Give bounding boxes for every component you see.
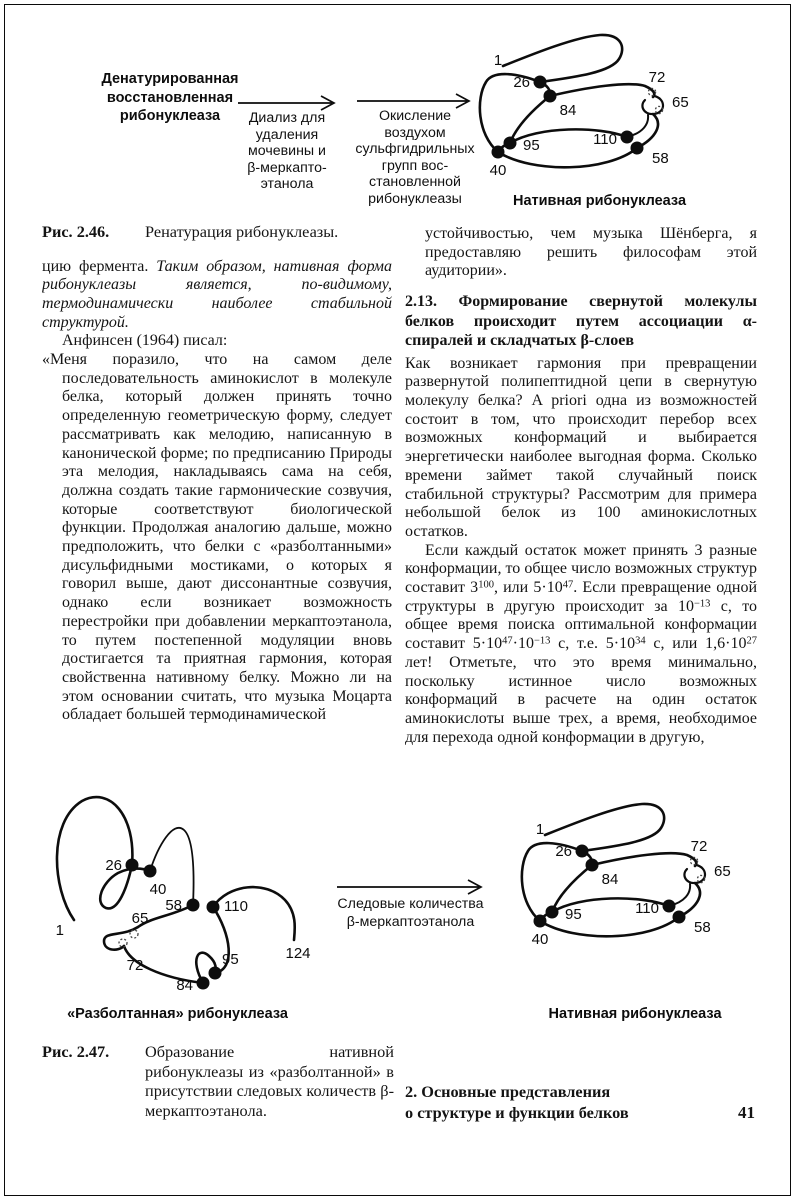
paragraph: Как возникает гармония при превращении развернутой полипептидной цепи в свернутую молекулу белка? A priori одна из возможностей состоит в том, что происходит перебор всех возможных конформаций и выбирается энергетически наиболее выгодная форма. Сколько времени займет такой случайный поиск стабильной структуры? Рассмотрим для примера небольшой белок из 100 аминокислотных остатков. (405, 354, 757, 540)
paragraph (42, 258, 392, 333)
residue-labels (490, 52, 689, 179)
residue-label: 84 (559, 102, 577, 119)
running-footer (405, 1082, 755, 1123)
arrow-2-caption (347, 108, 483, 208)
residue-label: 1 (535, 821, 545, 838)
text-line: β-меркаптоэтанола (346, 913, 475, 930)
reaction-arrow-3-icon (335, 876, 485, 898)
residue-label: 40 (489, 162, 507, 179)
text-line: сульфгидрильных (355, 141, 475, 158)
text-line: о структуре и функции белков (405, 1102, 629, 1122)
residue-label: 1 (55, 922, 64, 939)
scrambled-ribonuclease-caption: «Разболтанная» рибонуклеаза (67, 1006, 288, 1022)
text-line: групп вос- (381, 157, 449, 174)
native-ribonuclease-caption-bottom: Нативная рибонуклеаза (548, 1006, 722, 1022)
quote-paragraph: «Меня поразило, что на самом деле последовательность аминокислот в молекуле белка, который должен принять точно определенную геометрическую форму, следует рассматривать как мелодию, написанную в канонической форме; по предписанию Природы эта мелодия, накладываясь сама на себя, должна создать такие гармонические созвучия, которые соответствуют биологической функции. Продолжая аналогию дальше, можно предположить, что белки с «разболтанными» дисульфидными мостиками, о которых я говорил выше, дают диссонантные созвучия, однако если возникает возможность перестройки при добавлении меркаптоэтанола, то путем постепенной модуляции вновь достигается та приятная гармония, которая свойственна нативному белку. Можно ли на этом основании считать, что музыка Моцарта обладает большей термодинамической (42, 351, 392, 724)
native-ribonuclease-caption-top: Нативная рибонуклеаза (512, 193, 687, 209)
residue-label: 110 (593, 131, 617, 148)
residue-label: 58 (694, 919, 711, 936)
arrow-3-caption (328, 896, 493, 931)
text-run: . Если превращение одной структуры в другую происходит за 10 (405, 579, 757, 615)
text-run: с, т.е. 5·10 (550, 635, 636, 653)
text-line: становленной (369, 174, 461, 191)
superscript: 27 (746, 635, 757, 647)
figure-caption-text: Ренатурация рибонуклеазы. (145, 222, 339, 241)
protein-chain-path (57, 797, 295, 983)
paragraph: Анфинсен (1964) писал: (62, 332, 228, 350)
text-line: рибонуклеазы (368, 190, 462, 207)
text-run: цию фермента. (42, 257, 157, 275)
residue-label: 95 (222, 951, 239, 968)
right-column (405, 225, 757, 788)
superscript: 100 (478, 579, 494, 591)
residue-label: 95 (523, 137, 540, 154)
text-run: ·10 (512, 635, 534, 653)
residue-label: 58 (652, 150, 669, 167)
text-line: Окисление (378, 108, 452, 124)
residue-label: 110 (224, 898, 248, 915)
superscript: −13 (694, 598, 711, 610)
scrambled-ribonuclease-diagram (30, 788, 360, 1003)
residue-label: 26 (555, 843, 572, 860)
denatured-ribonuclease-label (95, 70, 245, 126)
text-line: β-меркапто- (247, 159, 327, 176)
residue-label: 95 (565, 906, 582, 923)
text-line: мочевины и (248, 143, 326, 160)
text-line: рибонуклеаза (119, 108, 221, 124)
residue-label: 58 (165, 897, 182, 914)
figure-number: Рис. 2.46. (42, 222, 110, 241)
text-run: с, или 1,6·10 (645, 635, 747, 653)
residue-label: 124 (285, 945, 311, 962)
residue-label: 84 (601, 871, 619, 888)
arrow-1-caption (230, 110, 344, 193)
text-line: Денатурированная (101, 71, 239, 87)
native-ribonuclease-diagram-bottom (515, 795, 790, 965)
text-run: с, то общее время поиска оптимальной конформации составит 5·10 (405, 597, 757, 653)
left-column (42, 222, 392, 788)
residue-label: 65 (672, 94, 689, 111)
text-run: Если каждый остаток может принять 3 разные конформации, то общее число возможных структур составит 3 (405, 541, 757, 597)
text-line: удаления (255, 126, 319, 143)
text-line: 2. Основные представления (405, 1082, 611, 1101)
residue-label: 65 (714, 863, 731, 880)
superscript: 34 (635, 635, 646, 647)
chapter-title (405, 1082, 675, 1123)
residue-label: 26 (513, 74, 530, 91)
residue-label: 1 (493, 52, 503, 69)
text-run: лет! Отметьте, что это время минимально, поскольку истинное число возможных конформаций в расчете на один остаток аминокислоты выше трех, а время, необходимое для перехода одной конформации в другую, (405, 653, 757, 746)
residue-label: 72 (648, 69, 666, 86)
native-ribonuclease-diagram-top (473, 26, 748, 196)
text-line: Диализ для (248, 110, 326, 126)
paragraph-with-superscripts (405, 542, 757, 748)
text-line: этанола (260, 176, 314, 193)
text-line: Следовые количества (337, 896, 484, 912)
residue-label: 72 (690, 838, 708, 855)
residue-label: 40 (531, 931, 549, 948)
text-line: восстановленная (106, 89, 234, 106)
residue-label: 40 (149, 881, 167, 898)
residue-label: 72 (126, 957, 144, 974)
text-run-italic: Таким образом, нативная форма рибонуклеазы является, по-видимому, термодинамически наиболее стабильной структурой. (42, 257, 392, 331)
quote-continuation: устойчивостью, чем музыка Шёнберга, я предоставляю решить философам этой аудитории». (425, 225, 757, 280)
figure-2-47-caption (42, 1042, 394, 1120)
figure-2-46-caption (42, 222, 392, 242)
residue-labels (56, 857, 311, 994)
residue-label: 65 (131, 910, 149, 927)
superscript: −13 (533, 635, 551, 647)
text-run: , или 5·10 (493, 579, 563, 597)
page-number: 41 (738, 1102, 755, 1122)
residue-label: 110 (635, 900, 659, 917)
residue-label: 26 (105, 857, 122, 874)
text-line: воздухом (384, 124, 446, 141)
superscript: 47 (502, 635, 513, 647)
figure-caption-text: Образование нативной рибонуклеазы из «разболтанной» в присутствии следовых количеств β-меркаптоэтанола. (145, 1042, 394, 1120)
figure-number: Рис. 2.47. (42, 1042, 110, 1061)
residue-label: 84 (176, 977, 193, 994)
superscript: 47 (562, 579, 574, 591)
residue-labels (532, 821, 731, 948)
section-heading-2-13: 2.13. Формирование свернутой молекулы белков происходит путем ассоциации α-спиралей и складчатых β-слоев (405, 293, 757, 350)
